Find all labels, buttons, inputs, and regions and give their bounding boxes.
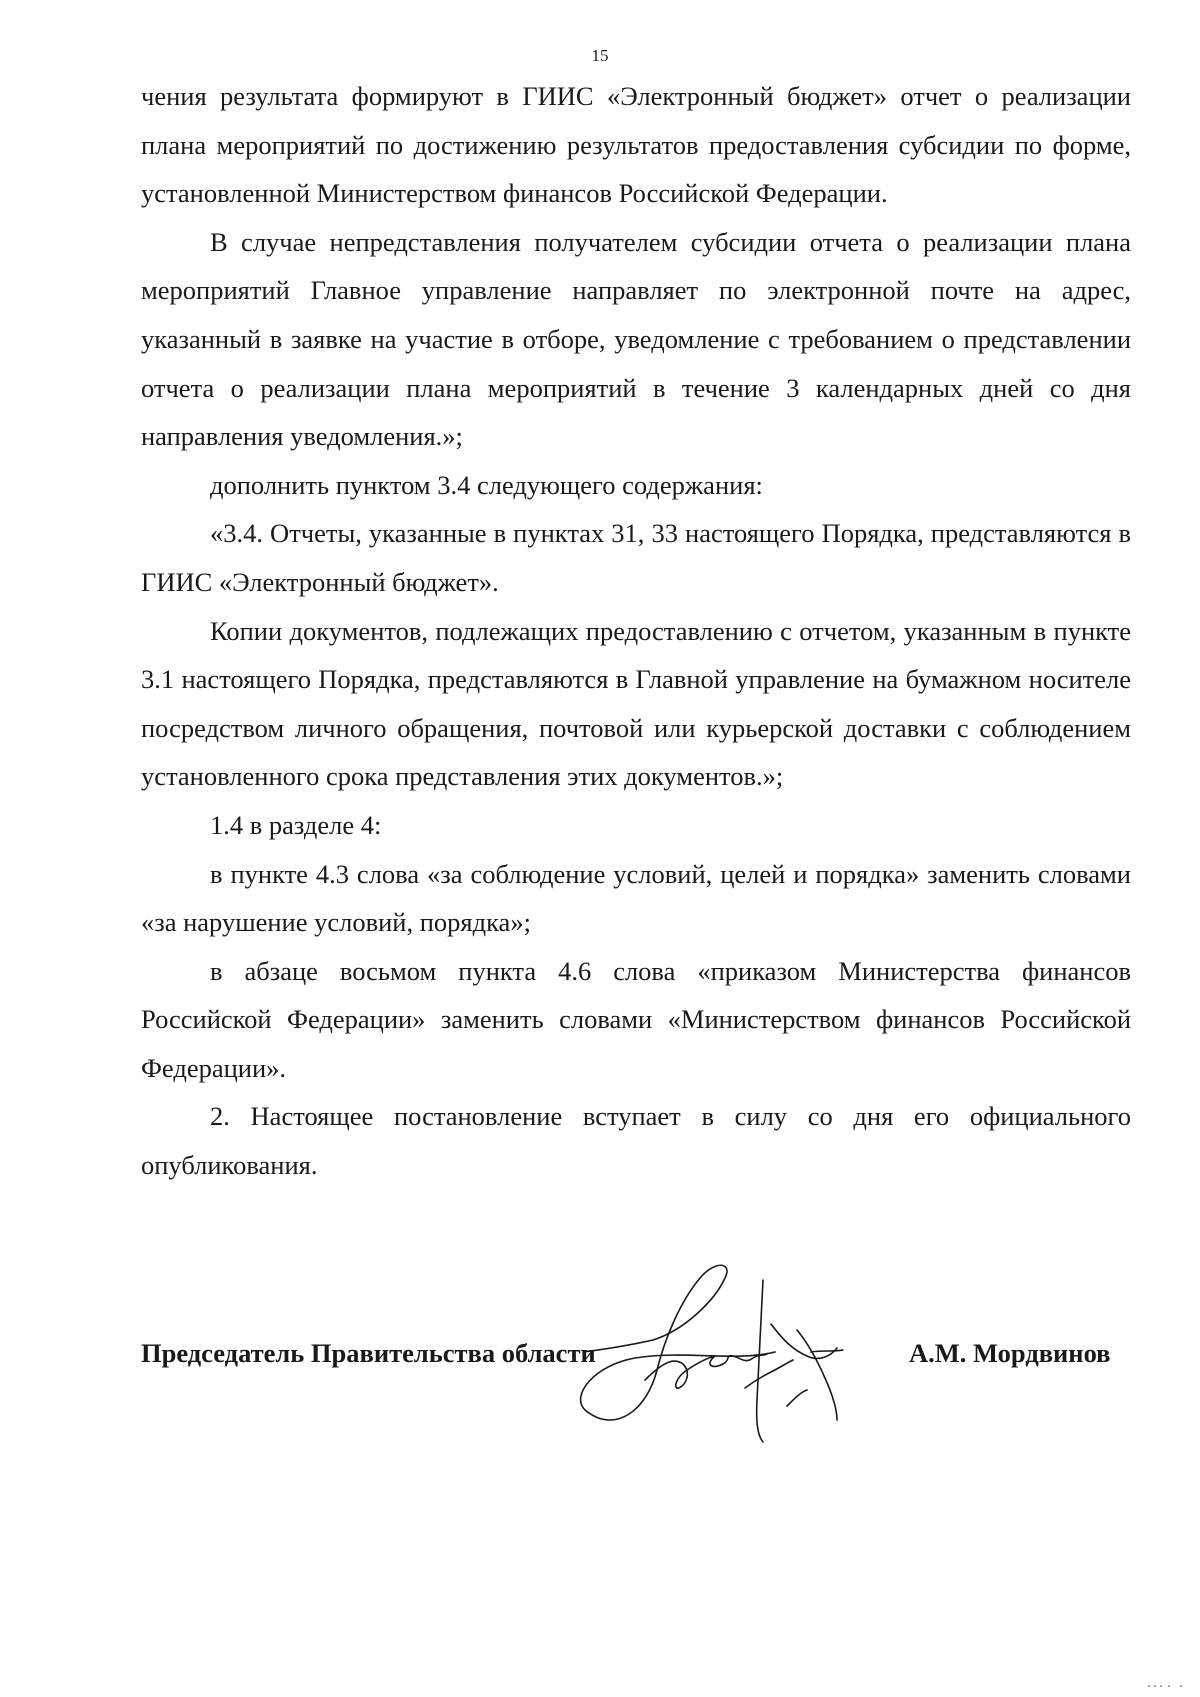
paragraph-add-item: дополнить пунктом 3.4 следующего содержания: xyxy=(210,469,763,500)
handwritten-signature xyxy=(575,1260,905,1450)
scan-artifact-mark xyxy=(1146,1683,1186,1689)
paragraph-section-4: 1.4 в разделе 4: xyxy=(210,809,382,840)
paragraph-item-3-4: «3.4. Отчеты, указанные в пунктах 31, 33 настоящего Порядка, представляются в ГИИС «Электронный бюджет». xyxy=(141,518,1131,597)
paragraph-effective: 2. Настоящее постановление вступает в силу со дня его официального опубликования. xyxy=(141,1101,1131,1181)
page-number: 15 xyxy=(591,46,609,65)
paragraph-item-4-3: в пункте 4.3 слова «за соблюдение условий, целей и порядка» заменить словами «за нарушение условий, порядка»; xyxy=(141,858,1131,938)
signatory-name: А.М. Мордвинов xyxy=(909,1338,1111,1368)
document-body xyxy=(141,72,1131,1190)
paragraph-nonsubmission: В случае непредставления получателем субсидии отчета о реализации плана мероприятий Главное управление направляет по электронной почте на адрес, указанный в заявке на участие в отборе, уведомление с требованием о представлении отчета о реализации плана мероприятий в течение 3 календарных дней со дня направления уведомления.»; xyxy=(141,226,1131,452)
paragraph-item-4-6: в абзаце восьмом пункта 4.6 слова «приказом Министерства финансов Российской Федерации» заменить словами «Министерством финансов Российской Федерации». xyxy=(141,955,1131,1083)
paragraph-copies: Копии документов, подлежащих предоставлению с отчетом, указанным в пункте 3.1 настоящего Порядка, представляются в Главной управление на бумажном носителе посредством личного обращения, почтовой или курьерской доставки с соблюдением установленного срока представления этих документов.»; xyxy=(141,615,1131,792)
paragraph-continuation: чения результата формируют в ГИИС «Электронный бюджет» отчет о реализации плана мероприятий по достижению результатов предоставления субсидии по форме, установленной Министерством финансов Российской Федерации. xyxy=(141,81,1131,209)
signatory-position: Председатель Правительства области xyxy=(141,1338,596,1368)
